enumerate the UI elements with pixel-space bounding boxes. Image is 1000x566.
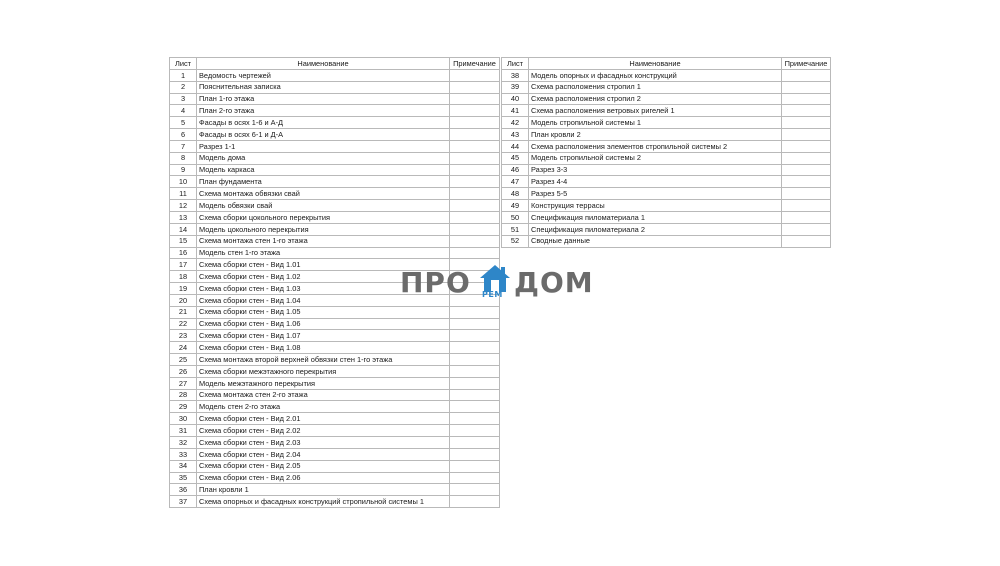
sheet-number: 23	[170, 330, 197, 342]
sheet-number: 22	[170, 318, 197, 330]
header-note: Примечание	[450, 58, 500, 70]
sheet-note	[450, 93, 500, 105]
table-row	[170, 330, 500, 342]
sheet-name: Схема сборки стен - Вид 2.06	[197, 472, 450, 484]
sheet-note	[782, 164, 831, 176]
sheet-note	[450, 235, 500, 247]
sheet-number: 52	[502, 235, 529, 247]
sheet-name: Схема монтажа второй верхней обвязки стен 1-го этажа	[197, 354, 450, 366]
sheet-name: Схема сборки стен - Вид 2.04	[197, 448, 450, 460]
sheet-number: 47	[502, 176, 529, 188]
table-row	[170, 223, 500, 235]
table-row	[170, 235, 500, 247]
sheet-name: План кровли 2	[529, 129, 782, 141]
table-row	[502, 105, 831, 117]
table-row	[170, 152, 500, 164]
sheet-note	[450, 330, 500, 342]
sheet-number: 13	[170, 211, 197, 223]
sheet-note	[782, 152, 831, 164]
sheet-name: Схема сборки стен - Вид 1.03	[197, 283, 450, 295]
sheet-name: Модель дома	[197, 152, 450, 164]
table-row	[502, 129, 831, 141]
sheet-number: 24	[170, 342, 197, 354]
table-row	[170, 448, 500, 460]
sheet-name: Схема расположения ветровых ригелей 1	[529, 105, 782, 117]
sheet-name: Разрез 5-5	[529, 188, 782, 200]
sheet-note	[782, 117, 831, 129]
sheet-name: План 2-го этажа	[197, 105, 450, 117]
sheet-number: 48	[502, 188, 529, 200]
sheet-number: 50	[502, 211, 529, 223]
sheet-name: Схема расположения стропил 2	[529, 93, 782, 105]
logo-text-left: ПРО	[400, 266, 471, 299]
sheet-name: Схема сборки стен - Вид 1.06	[197, 318, 450, 330]
sheet-name: Спецификация пиломатериала 2	[529, 223, 782, 235]
table-row	[170, 354, 500, 366]
sheet-note	[450, 306, 500, 318]
sheet-note	[450, 152, 500, 164]
sheet-number: 37	[170, 496, 197, 508]
sheet-number: 15	[170, 235, 197, 247]
sheet-number: 36	[170, 484, 197, 496]
sheet-name: Схема расположения стропил 1	[529, 81, 782, 93]
table-row	[170, 117, 500, 129]
sheet-name: Схема сборки стен - Вид 1.01	[197, 259, 450, 271]
table-row	[502, 117, 831, 129]
sheet-number: 6	[170, 129, 197, 141]
sheet-number: 35	[170, 472, 197, 484]
sheet-name: План 1-го этажа	[197, 93, 450, 105]
table-row	[170, 247, 500, 259]
table-row	[170, 460, 500, 472]
table-row	[502, 176, 831, 188]
sheet-name: Схема сборки стен - Вид 1.07	[197, 330, 450, 342]
table-row	[170, 306, 500, 318]
sheet-number: 16	[170, 247, 197, 259]
sheet-note	[450, 318, 500, 330]
table-row	[170, 200, 500, 212]
sheet-name: Схема сборки стен - Вид 1.08	[197, 342, 450, 354]
table-row	[170, 425, 500, 437]
table-row	[502, 223, 831, 235]
table-row	[170, 389, 500, 401]
table-row	[170, 413, 500, 425]
sheet-number: 49	[502, 200, 529, 212]
sheet-note	[450, 188, 500, 200]
table-row	[170, 496, 500, 508]
sheet-number: 7	[170, 140, 197, 152]
sheet-number: 14	[170, 223, 197, 235]
table-row	[170, 105, 500, 117]
sheet-note	[450, 472, 500, 484]
sheet-number: 5	[170, 117, 197, 129]
table-row	[502, 235, 831, 247]
sheet-number: 19	[170, 283, 197, 295]
sheet-note	[782, 223, 831, 235]
sheet-number: 31	[170, 425, 197, 437]
sheet-name: Модель стен 1-го этажа	[197, 247, 450, 259]
sheet-note	[782, 211, 831, 223]
sheet-number: 45	[502, 152, 529, 164]
table-row	[502, 81, 831, 93]
sheet-number: 25	[170, 354, 197, 366]
table-row	[502, 188, 831, 200]
table-row	[170, 484, 500, 496]
sheet-note	[450, 437, 500, 449]
sheet-note	[782, 235, 831, 247]
sheet-name: Модель стропильной системы 1	[529, 117, 782, 129]
sheet-name: Ведомость чертежей	[197, 69, 450, 81]
sheet-number: 8	[170, 152, 197, 164]
table-row	[170, 377, 500, 389]
sheet-note	[450, 342, 500, 354]
sheet-number: 21	[170, 306, 197, 318]
sheet-number: 42	[502, 117, 529, 129]
sheet-name: Схема монтажа обвязки свай	[197, 188, 450, 200]
sheet-number: 11	[170, 188, 197, 200]
sheet-name: Схема монтажа стен 1-го этажа	[197, 235, 450, 247]
sheet-name: Фасады в осях 6-1 и Д-А	[197, 129, 450, 141]
sheet-note	[450, 460, 500, 472]
sheet-name: Схема сборки стен - Вид 2.02	[197, 425, 450, 437]
sheet-name: Схема сборки стен - Вид 2.01	[197, 413, 450, 425]
sheet-note	[450, 223, 500, 235]
sheet-note	[450, 448, 500, 460]
logo-text-right: ДОМ	[514, 266, 594, 299]
sheet-note	[450, 425, 500, 437]
sheet-note	[450, 200, 500, 212]
sheet-name: Схема сборки стен - Вид 2.03	[197, 437, 450, 449]
sheet-name: Схема сборки стен - Вид 1.02	[197, 271, 450, 283]
table-header-row	[502, 58, 831, 70]
table-row	[170, 129, 500, 141]
sheet-name: Конструкция террасы	[529, 200, 782, 212]
sheet-number: 29	[170, 401, 197, 413]
sheet-number: 17	[170, 259, 197, 271]
sheet-note	[782, 105, 831, 117]
sheet-number: 39	[502, 81, 529, 93]
sheet-number: 30	[170, 413, 197, 425]
sheet-note	[450, 140, 500, 152]
sheet-name: Схема сборки цокольного перекрытия	[197, 211, 450, 223]
sheet-note	[450, 129, 500, 141]
sheet-note	[450, 484, 500, 496]
sheet-number: 10	[170, 176, 197, 188]
sheet-name: Схема сборки стен - Вид 1.04	[197, 294, 450, 306]
sheet-name: Схема сборки межэтажного перекрытия	[197, 365, 450, 377]
table-row	[502, 164, 831, 176]
sheet-number: 4	[170, 105, 197, 117]
sheet-name: Разрез 4-4	[529, 176, 782, 188]
sheet-name: Сводные данные	[529, 235, 782, 247]
sheet-name: План кровли 1	[197, 484, 450, 496]
table-row	[170, 164, 500, 176]
sheet-number: 18	[170, 271, 197, 283]
sheet-note	[450, 69, 500, 81]
sheet-number: 2	[170, 81, 197, 93]
sheet-note	[782, 176, 831, 188]
sheet-number: 26	[170, 365, 197, 377]
table-row	[170, 437, 500, 449]
header-name: Наименование	[529, 58, 782, 70]
sheet-note	[450, 117, 500, 129]
sheet-name: Схема расположения элементов стропильной системы 2	[529, 140, 782, 152]
sheet-name: Модель каркаса	[197, 164, 450, 176]
sheet-name: Модель межэтажного перекрытия	[197, 377, 450, 389]
table-row	[170, 81, 500, 93]
sheet-number: 9	[170, 164, 197, 176]
table-row	[170, 365, 500, 377]
sheet-number: 44	[502, 140, 529, 152]
header-sheet: Лист	[170, 58, 197, 70]
table-row	[170, 93, 500, 105]
sheet-note	[450, 389, 500, 401]
sheet-name: Модель опорных и фасадных конструкций	[529, 69, 782, 81]
sheet-number: 43	[502, 129, 529, 141]
sheet-note	[782, 93, 831, 105]
sheet-name: Разрез 1-1	[197, 140, 450, 152]
sheet-note	[450, 105, 500, 117]
table-row	[502, 200, 831, 212]
sheet-name: Модель обвязки свай	[197, 200, 450, 212]
sheet-number: 40	[502, 93, 529, 105]
table-row	[502, 152, 831, 164]
table-row	[170, 472, 500, 484]
sheet-note	[450, 377, 500, 389]
sheet-name: Пояснительная записка	[197, 81, 450, 93]
table-row	[502, 69, 831, 81]
sheet-name: Схема сборки стен - Вид 2.05	[197, 460, 450, 472]
table-row	[170, 69, 500, 81]
sheet-number: 32	[170, 437, 197, 449]
sheet-note	[450, 247, 500, 259]
table-row	[170, 211, 500, 223]
table-row	[170, 342, 500, 354]
sheet-name: Модель цокольного перекрытия	[197, 223, 450, 235]
sheet-note	[782, 81, 831, 93]
table-row	[170, 318, 500, 330]
sheet-name: Спецификация пиломатериала 1	[529, 211, 782, 223]
sheet-note	[782, 69, 831, 81]
sheet-name: Модель стропильной системы 2	[529, 152, 782, 164]
sheet-name: Схема монтажа стен 2-го этажа	[197, 389, 450, 401]
sheet-number: 46	[502, 164, 529, 176]
sheet-number: 12	[170, 200, 197, 212]
sheet-note	[450, 354, 500, 366]
sheet-note	[782, 140, 831, 152]
sheet-note	[782, 129, 831, 141]
table-row	[170, 176, 500, 188]
sheet-name: Схема сборки стен - Вид 1.05	[197, 306, 450, 318]
sheet-note	[450, 211, 500, 223]
table-row	[170, 401, 500, 413]
table-row	[170, 188, 500, 200]
sheet-number: 1	[170, 69, 197, 81]
header-sheet: Лист	[502, 58, 529, 70]
sheet-name: Разрез 3-3	[529, 164, 782, 176]
sheet-name: План фундамента	[197, 176, 450, 188]
table-row	[502, 93, 831, 105]
sheet-number: 51	[502, 223, 529, 235]
table-row	[170, 140, 500, 152]
sheet-note	[450, 496, 500, 508]
sheet-note	[450, 81, 500, 93]
logo-subtext: РЕМ	[482, 290, 503, 299]
sheet-number: 41	[502, 105, 529, 117]
sheet-number: 20	[170, 294, 197, 306]
sheet-note	[450, 413, 500, 425]
sheet-number: 3	[170, 93, 197, 105]
sheet-note	[450, 176, 500, 188]
header-name: Наименование	[197, 58, 450, 70]
header-note: Примечание	[782, 58, 831, 70]
sheet-name: Модель стен 2-го этажа	[197, 401, 450, 413]
table-row	[502, 211, 831, 223]
sheet-number: 38	[502, 69, 529, 81]
sheet-note	[782, 188, 831, 200]
sheet-number: 27	[170, 377, 197, 389]
table-header-row	[170, 58, 500, 70]
sheet-note	[450, 164, 500, 176]
drawings-list-table-right	[501, 57, 831, 248]
sheet-note	[450, 401, 500, 413]
sheet-number: 28	[170, 389, 197, 401]
sheet-note	[450, 365, 500, 377]
table-row	[502, 140, 831, 152]
sheet-number: 33	[170, 448, 197, 460]
sheet-number: 34	[170, 460, 197, 472]
sheet-note	[782, 200, 831, 212]
pro-dom-logo	[400, 262, 600, 302]
sheet-name: Фасады в осях 1-6 и А-Д	[197, 117, 450, 129]
sheet-name: Схема опорных и фасадных конструкций стропильной системы 1	[197, 496, 450, 508]
